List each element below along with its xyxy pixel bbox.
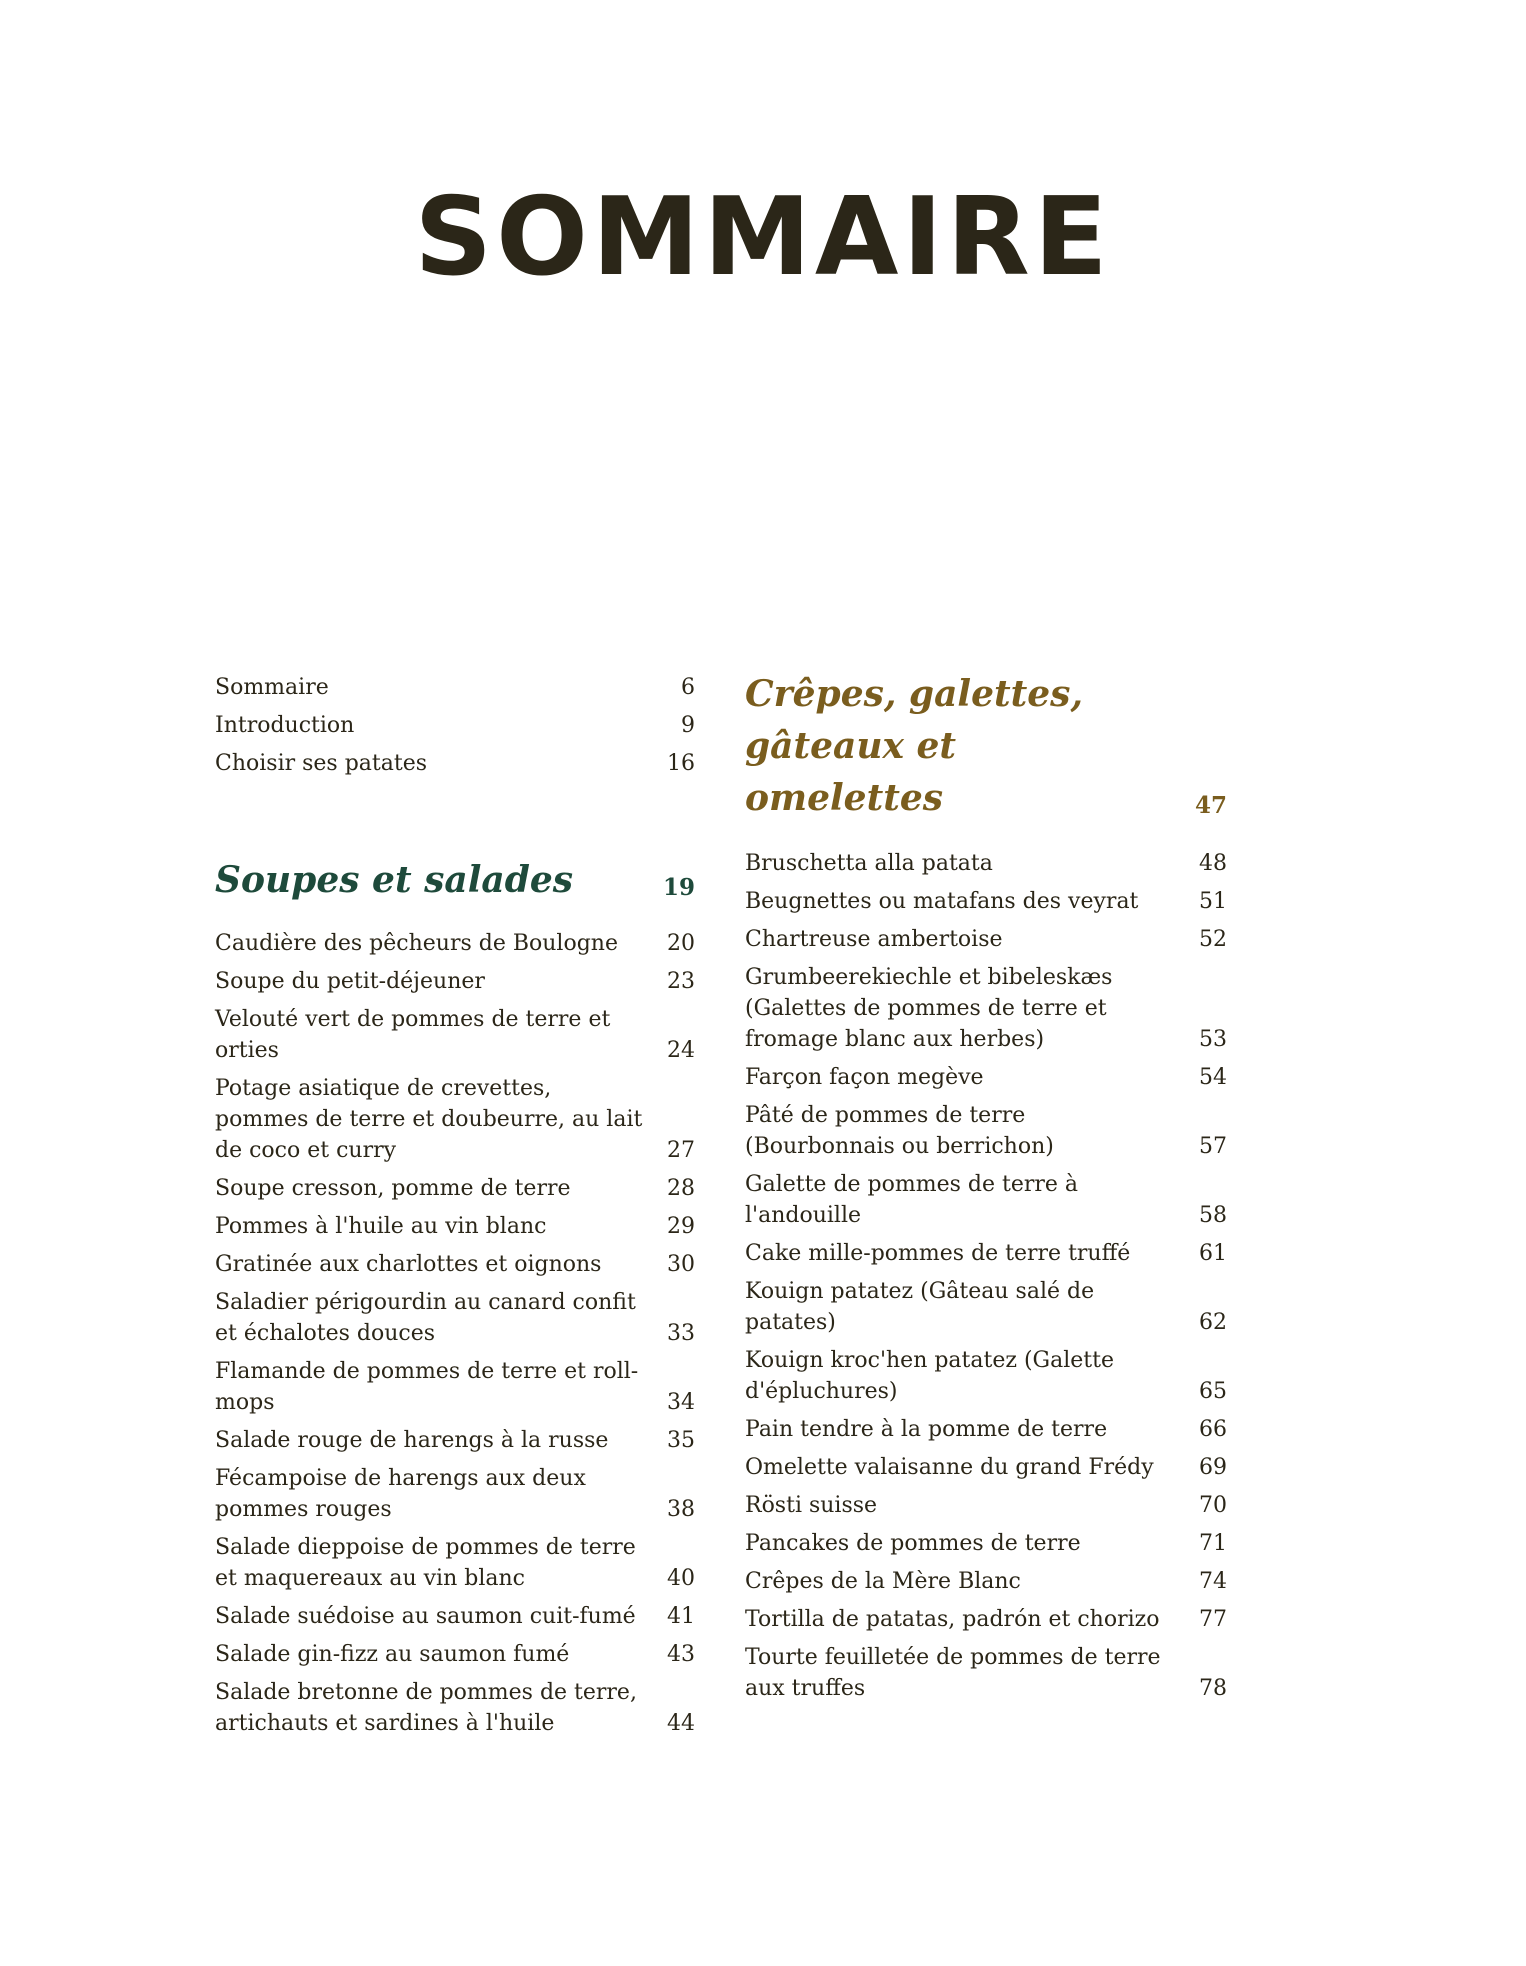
- toc-left-column: [215, 672, 695, 1746]
- toc-entry-page: 20: [667, 931, 695, 956]
- toc-entry: [215, 1173, 695, 1204]
- toc-entry-page: 71: [1199, 1531, 1227, 1556]
- toc-entry-page: 78: [1199, 1676, 1227, 1701]
- toc-entry: [215, 1425, 695, 1456]
- toc-entry: [215, 672, 695, 703]
- toc-entry-label: Salade rouge de harengs à la russe: [215, 1428, 609, 1453]
- toc-right-column: [745, 668, 1227, 1711]
- toc-entry-label: Soupe cresson, pomme de terre: [215, 1176, 571, 1201]
- toc-entry-label: Pancakes de pommes de terre: [745, 1531, 1081, 1556]
- toc-entry: [215, 1004, 695, 1066]
- toc-entry-label: Tortilla de patatas, padrón et chorizo: [745, 1607, 1160, 1632]
- toc-entry-label: Velouté vert de pommes de terre et orties: [215, 1007, 611, 1063]
- toc-entry-page: 70: [1199, 1493, 1227, 1518]
- toc-entry-page: 48: [1199, 851, 1227, 876]
- toc-entry-page: 66: [1199, 1417, 1227, 1442]
- toc-entry-page: 57: [1199, 1134, 1227, 1159]
- toc-entry-label: Chartreuse ambertoise: [745, 927, 1003, 952]
- toc-entry: [215, 1463, 695, 1525]
- section-page-number: 19: [662, 874, 695, 901]
- toc-entry-label: Kouign patatez (Gâteau salé de patates): [745, 1279, 1095, 1335]
- toc-entry-label: Introduction: [215, 713, 355, 738]
- toc-entry-page: 30: [667, 1252, 695, 1277]
- toc-entry-label: Saladier périgourdin au canard confit et échalotes douces: [215, 1290, 636, 1346]
- toc-entry-label: Omelette valaisanne du grand Frédy: [745, 1455, 1154, 1480]
- toc-entry: [215, 1287, 695, 1349]
- toc-entry: [745, 1169, 1227, 1231]
- toc-entry-page: 61: [1199, 1241, 1227, 1266]
- toc-entry-label: Flamande de pommes de terre et roll-mops: [215, 1359, 639, 1415]
- toc-entry: [745, 1238, 1227, 1269]
- toc-entry-page: 28: [667, 1176, 695, 1201]
- toc-entry-page: 29: [667, 1214, 695, 1239]
- toc-entry: [745, 1452, 1227, 1483]
- toc-entry-page: 58: [1199, 1203, 1227, 1228]
- toc-entry-label: Pommes à l'huile au vin blanc: [215, 1214, 547, 1239]
- toc-entry-label: Beugnettes ou matafans des veyrat: [745, 889, 1139, 914]
- toc-entry-page: 24: [667, 1038, 695, 1063]
- toc-entry: [745, 1100, 1227, 1162]
- toc-section-list-crepes: [745, 848, 1227, 1704]
- toc-entry-label: Rösti suisse: [745, 1493, 878, 1518]
- toc-entry-label: Pain tendre à la pomme de terre: [745, 1417, 1108, 1442]
- toc-entry-label: Crêpes de la Mère Blanc: [745, 1569, 1021, 1594]
- toc-entry-page: 35: [667, 1428, 695, 1453]
- toc-entry: [745, 848, 1227, 879]
- toc-entry-page: 6: [681, 675, 695, 700]
- toc-entry-label: Farçon façon megève: [745, 1065, 984, 1090]
- toc-entry-page: 9: [681, 713, 695, 738]
- toc-entry-page: 40: [667, 1566, 695, 1591]
- toc-entry-label: Tourte feuilletée de pommes de terre aux truffes: [745, 1645, 1161, 1701]
- toc-section-list-soupes: [215, 928, 695, 1739]
- spacer: [215, 786, 695, 854]
- toc-entry: [745, 962, 1227, 1055]
- section-page-number: 47: [1194, 792, 1227, 819]
- toc-entry-page: 43: [667, 1642, 695, 1667]
- toc-entry: [215, 1073, 695, 1166]
- toc-entry: [215, 1356, 695, 1418]
- toc-entry: [215, 1532, 695, 1594]
- toc-entry-page: 74: [1199, 1569, 1227, 1594]
- toc-entry: [215, 1249, 695, 1280]
- toc-entry: [745, 924, 1227, 955]
- toc-entry: [215, 1601, 695, 1632]
- toc-entry-page: 65: [1199, 1379, 1227, 1404]
- toc-entry-page: 52: [1199, 927, 1227, 952]
- toc-entry-label: Gratinée aux charlottes et oignons: [215, 1252, 602, 1277]
- toc-entry: [745, 1528, 1227, 1559]
- toc-entry: [215, 966, 695, 997]
- toc-entry-label: Galette de pommes de terre à l'andouille: [745, 1172, 1079, 1228]
- toc-entry-page: 38: [667, 1497, 695, 1522]
- toc-entry: [745, 1604, 1227, 1635]
- toc-entry-page: 44: [667, 1711, 695, 1736]
- toc-entry-page: 62: [1199, 1310, 1227, 1335]
- toc-entry: [215, 1639, 695, 1670]
- toc-entry: [745, 1062, 1227, 1093]
- toc-entry: [745, 1566, 1227, 1597]
- toc-entry-label: Soupe du petit-déjeuner: [215, 969, 485, 994]
- section-heading-soupes: [215, 854, 695, 906]
- toc-entry-label: Salade bretonne de pommes de terre, artichauts et sardines à l'huile: [215, 1680, 637, 1736]
- toc-entry-label: Grumbeerekiechle et bibeleskæs (Galettes de pommes de terre et fromage blanc aux herbes): [745, 965, 1113, 1052]
- toc-entry-label: Sommaire: [215, 675, 329, 700]
- toc-entry-label: Bruschetta alla patata: [745, 851, 993, 876]
- toc-entry-label: Pâté de pommes de terre (Bourbonnais ou berrichon): [745, 1103, 1054, 1159]
- toc-entry-label: Kouign kroc'hen patatez (Galette d'épluchures): [745, 1348, 1114, 1404]
- toc-entry-page: 16: [667, 751, 695, 776]
- toc-entry: [215, 1677, 695, 1739]
- toc-entry: [745, 1345, 1227, 1407]
- toc-entry: [745, 1276, 1227, 1338]
- toc-entry-page: 51: [1199, 889, 1227, 914]
- toc-entry: [215, 1211, 695, 1242]
- section-title: Soupes et salades: [215, 859, 574, 901]
- toc-entry-label: Fécampoise de harengs aux deux pommes rouges: [215, 1466, 586, 1522]
- toc-entry-page: 69: [1199, 1455, 1227, 1480]
- toc-entry-page: 53: [1199, 1027, 1227, 1052]
- toc-entry-label: Salade gin-fizz au saumon fumé: [215, 1642, 570, 1667]
- toc-intro-list: [215, 672, 695, 779]
- toc-entry-label: Cake mille-pommes de terre truffé: [745, 1241, 1131, 1266]
- toc-entry: [215, 928, 695, 959]
- toc-entry-label: Potage asiatique de crevettes, pommes de terre et doubeurre, au lait de coco et curry: [215, 1076, 643, 1163]
- section-heading-crepes: [745, 668, 1227, 824]
- toc-entry-page: 77: [1199, 1607, 1227, 1632]
- page-title: SOMMAIRE: [414, 175, 1112, 300]
- toc-entry: [745, 1642, 1227, 1704]
- toc-entry-label: Salade dieppoise de pommes de terre et maquereaux au vin blanc: [215, 1535, 636, 1591]
- toc-entry-label: Caudière des pêcheurs de Boulogne: [215, 931, 618, 956]
- toc-entry: [745, 1414, 1227, 1445]
- toc-entry: [215, 710, 695, 741]
- toc-entry-page: 34: [667, 1390, 695, 1415]
- toc-entry-page: 54: [1199, 1065, 1227, 1090]
- toc-entry-page: 41: [667, 1604, 695, 1629]
- toc-entry: [745, 886, 1227, 917]
- toc-entry-page: 33: [667, 1321, 695, 1346]
- section-title: Crêpes, galettes, gâteaux et omelettes: [745, 673, 1083, 819]
- toc-entry-label: Salade suédoise au saumon cuit-fumé: [215, 1604, 636, 1629]
- toc-entry: [745, 1490, 1227, 1521]
- toc-entry: [215, 748, 695, 779]
- toc-entry-page: 27: [667, 1138, 695, 1163]
- toc-entry-page: 23: [667, 969, 695, 994]
- toc-entry-label: Choisir ses patates: [215, 751, 428, 776]
